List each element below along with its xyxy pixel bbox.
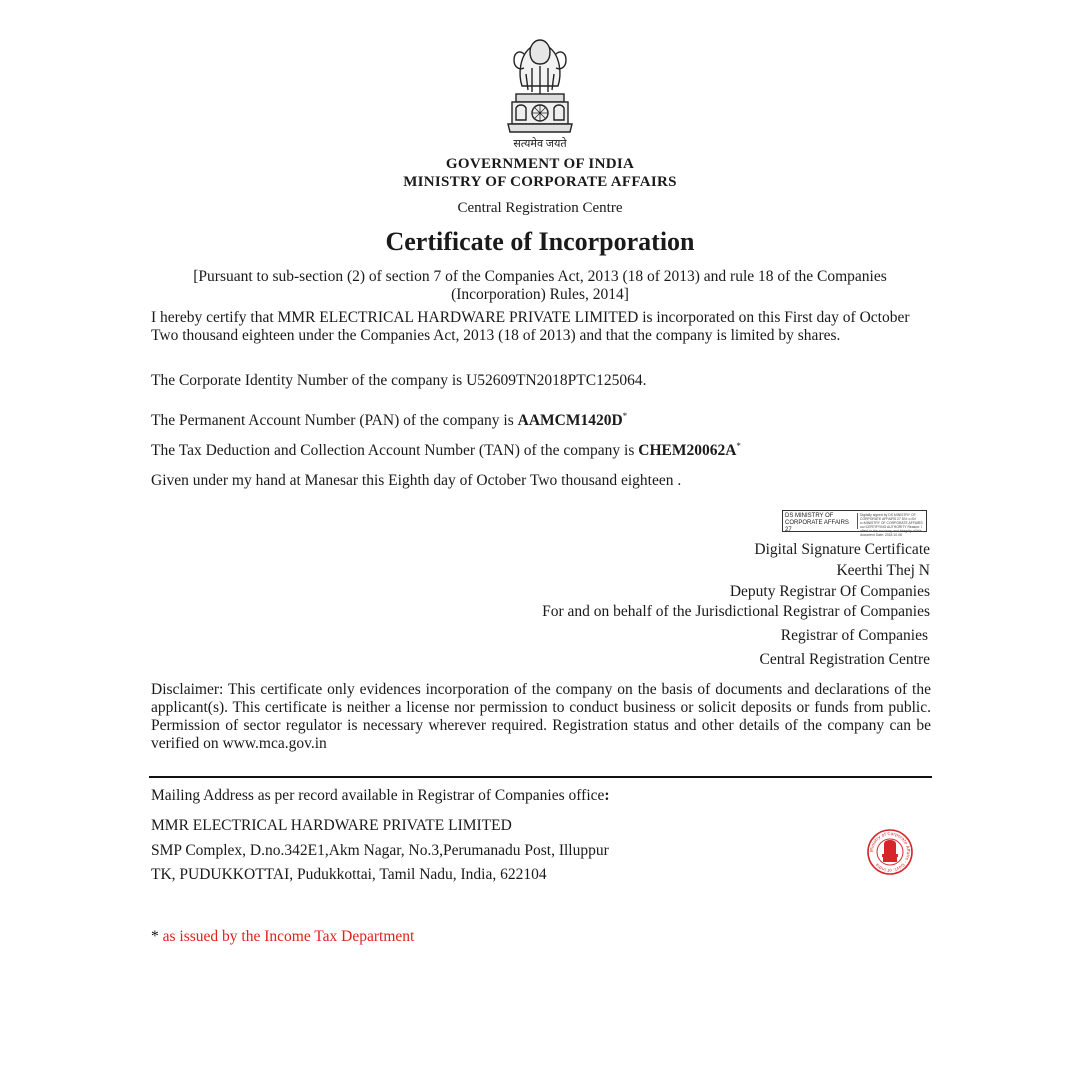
- ministry-heading: MINISTRY OF CORPORATE AFFAIRS: [403, 174, 677, 190]
- mailing-heading-text: Mailing Address as per record available in Registrar of Companies office: [151, 787, 605, 804]
- national-emblem-icon: [500, 34, 580, 138]
- footnote-text: as issued by the Income Tax Department: [158, 928, 415, 945]
- signature-box-signer: DS MINISTRY OF CORPORATE AFFAIRS 27: [785, 513, 849, 533]
- pan-label: The Permanent Account Number (PAN) of the company is: [151, 412, 518, 430]
- address-line-1: MMR ELECTRICAL HARDWARE PRIVATE LIMITED: [151, 817, 512, 834]
- signature-box-details: Digitally signed by DS MINISTRY OF CORPORATE AFFAIRS 27 DN: c=IN o=MINISTRY OF CORPORATE AFFAIRS ou=CERTIFYING AUTHORITY Reason: I attest to the accuracy and integrity of this document Date: 2018.10.08: [860, 513, 923, 537]
- mailing-address-heading: [151, 787, 610, 805]
- tan-label: The Tax Deduction and Collection Account Number (TAN) of the company is: [151, 442, 639, 460]
- pan-value: AAMCM1420D: [517, 412, 623, 430]
- mailing-heading-colon: :: [604, 787, 610, 804]
- certification-statement: I hereby certify that MMR ELECTRICAL HARDWARE PRIVATE LIMITED is incorporated on this First day of October Two thousand eighteen under the Companies Act, 2013 (18 of 2013) and that the company is limited by shares.: [151, 309, 910, 344]
- tan-value: CHEM20062A: [638, 442, 737, 460]
- on-behalf-line: For and on behalf of the Jurisdictional Registrar of Companies: [542, 603, 930, 620]
- pursuant-clause: [Pursuant to sub-section (2) of section 7 of the Companies Act, 2013 (18 of 2013) and rule 18 of the Companies (Incorporation) Rules, 2014]: [193, 268, 887, 303]
- digital-signature-box: [782, 510, 927, 537]
- disclaimer-text: Disclaimer: This certificate only evidences incorporation of the company on the basis of documents and declarations of the applicant(s). This certificate is neither a license nor permission to conduct business or solicit deposits or funds from public. Permission of sector regulator is necessary wherever required. Registration status and other details of the company can be verified on www.mca.gov.in: [151, 681, 931, 752]
- given-under-hand-statement: Given under my hand at Manesar this Eighth day of October Two thousand eighteen .: [151, 472, 682, 489]
- signature-centre-line: Central Registration Centre: [759, 651, 930, 668]
- signatory-designation: Deputy Registrar Of Companies: [729, 583, 930, 600]
- registration-centre-heading: Central Registration Centre: [457, 200, 623, 216]
- pan-footnote-mark: *: [622, 411, 628, 421]
- tax-department-footnote: [151, 928, 414, 946]
- dsc-label: Digital Signature Certificate: [754, 541, 930, 558]
- tan-statement: [151, 437, 931, 460]
- mca-seal-icon: [866, 828, 914, 876]
- section-divider: [149, 776, 932, 778]
- seal-ring-text: Ministry of Corporate Affairs · Govt. of India: [869, 831, 911, 873]
- signature-box-divider: [857, 513, 858, 529]
- registrar-line: Registrar of Companies: [780, 627, 928, 644]
- address-line-2: SMP Complex, D.no.342E1,Akm Nagar, No.3,Perumanadu Post, Illuppur: [151, 842, 609, 859]
- pan-statement: [151, 407, 931, 430]
- footnote-asterisk: *: [151, 928, 159, 945]
- cin-statement: The Corporate Identity Number of the company is U52609TN2018PTC125064.: [151, 372, 647, 389]
- signatory-name: Keerthi Thej N: [836, 562, 930, 579]
- emblem-motto: सत्यमेव जयते: [513, 138, 567, 150]
- address-line-3: TK, PUDUKKOTTAI, Pudukkottai, Tamil Nadu, India, 622104: [151, 866, 547, 883]
- government-heading: GOVERNMENT OF INDIA: [445, 156, 635, 172]
- certificate-title: Certificate of Incorporation: [385, 227, 695, 256]
- tan-footnote-mark: *: [736, 441, 741, 451]
